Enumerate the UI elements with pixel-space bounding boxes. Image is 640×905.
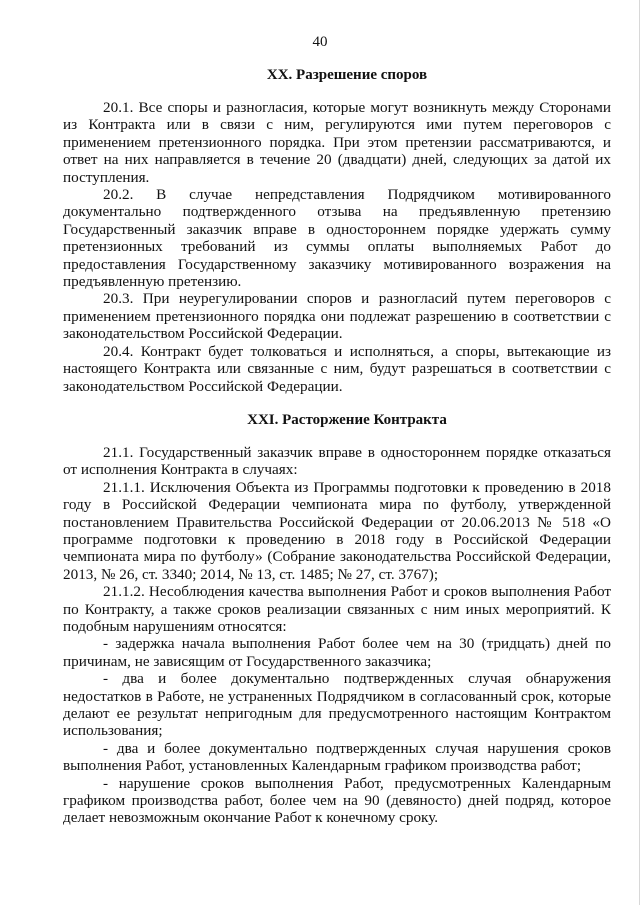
list-item-schedule-violations: - два и более документально подтвержденных случая нарушения сроков выполнения Работ, установленных Календарным графиком производства работ; (63, 739, 611, 775)
section-heading-dispute-resolution: XX. Разрешение споров (266, 67, 428, 83)
list-item-90-day-delay: - нарушение сроков выполнения Работ, предусмотренных Календарным графиком производства работ, более чем на 90 (девяносто) дней подряд, которое делает невозможным окончание Работ к конечному сроку. (63, 774, 611, 827)
paragraph-21-1: 21.1. Государственный заказчик вправе в одностороннем порядке отказаться от исполнения Контракта в случаях: (63, 443, 611, 479)
paragraph-21-1-1: 21.1.1. Исключения Объекта из Программы подготовки к проведению в 2018 году в Российской Федерации чемпионата мира по футболу, утвержденной постановлением Правительства Российской Федерации от 20.06.2013 № 518 «О программе подготовки к проведению в 2018 году в Российской Федерации чемпионата мира по футболу» (Собрание законодательства Российской Федерации, 2013, № 26, ст. 3340; 2014, № 13, ст. 1485; № 27, ст. 3767); (63, 478, 611, 583)
section-heading-contract-termination: XXI. Расторжение Контракта (247, 411, 447, 428)
paragraph-20-3: 20.3. При неурегулировании споров и разногласий путем переговоров с применением претензионного порядка они подлежат разрешению в соответствии с законодательством Российской Федерации. (63, 290, 611, 343)
paragraph-21-1-2: 21.1.2. Несоблюдения качества выполнения Работ и сроков выполнения Работ по Контракту, а также сроков реализации связанных с ним иных мероприятий. К подобным нарушениям относятся: (63, 583, 611, 635)
list-item-start-delay: - задержка начала выполнения Работ более чем на 30 (тридцать) дней по причинам, не зависящим от Государственного заказчика; (63, 635, 611, 670)
paragraph-20-4: 20.4. Контракт будет толковаться и исполняться, а споры, вытекающие из настоящего Контракта или связанные с ним, будут разрешаться в соответствии с законодательством Российской Федерации. (63, 342, 611, 395)
paragraph-20-2: 20.2. В случае непредставления Подрядчиком мотивированного документально подтвержденного отзыва на предъявленную претензию Государственный заказчик вправе в одностороннем порядке удержать сумму претензионных требований из суммы оплаты выполняемых Работ до предоставления Государственному заказчику мотивированного возражения на предъявленную претензию. (63, 186, 611, 291)
list-item-defects: - два и более документально подтвержденных случая обнаружения недостатков в Работе, не устраненных Подрядчиком в согласованный срок, которые делают ее результат непригодным для предусмотренного настоящим Контрактом использования; (63, 670, 611, 740)
paragraph-20-1: 20.1. Все споры и разногласия, которые могут возникнуть между Сторонами из Контракта или в связи с ним, регулируются ими путем переговоров с применением претензионного порядка. При этом претензии рассматриваются, и ответ на них направляется в течение 20 (двадцати) дней, следующих за датой их поступления. (63, 99, 611, 186)
document-body (63, 66, 611, 827)
page-number: 40 (312, 34, 328, 50)
